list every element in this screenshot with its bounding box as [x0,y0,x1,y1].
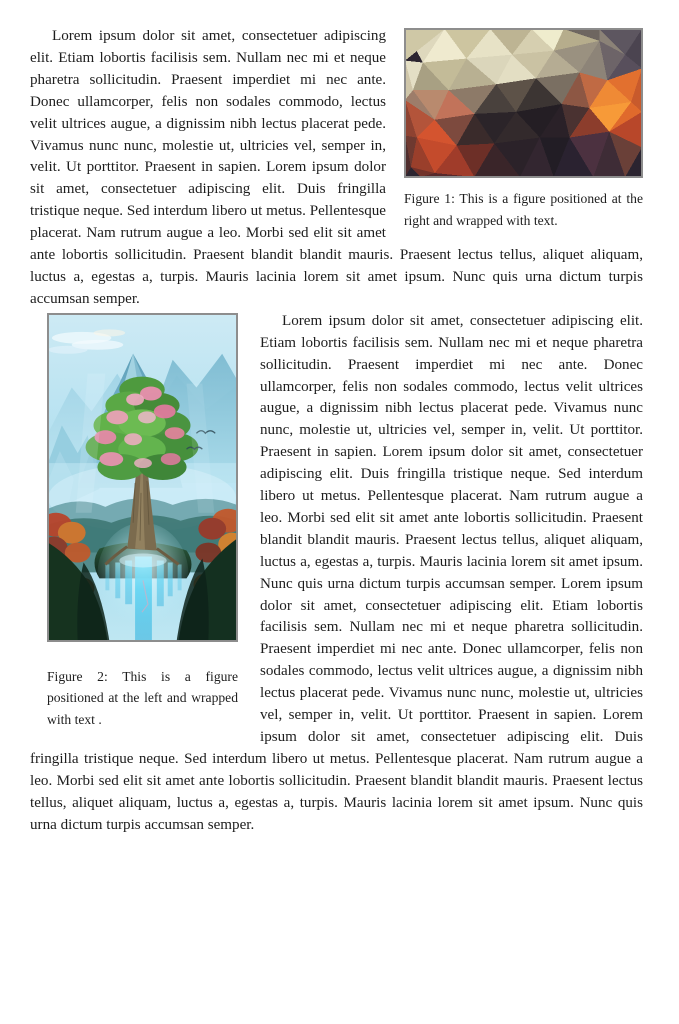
figure-1-caption: Figure 1: This is a figure positioned at the right and wrapped with text. [404,191,643,228]
figure-2 [47,313,238,731]
paragraph-2: Lorem ipsum dolor sit amet, consectetuer adipiscing elit. Etiam lobortis facilisis sem. Nullam nec mi et neque pharetra sollicitudin. Praesent imperdiet mi nec ante. Donec ullamcorper, felis non sodales commodo, lectus velit ultrices augue, a dignissim nibh lectus placerat pede. Vivamus nunc nunc, molestie ut, ultricies vel, semper in, velit. Ut porttitor. Praesent in sapien. Lorem ipsum dolor sit amet, consectetuer adipiscing elit. Duis fringilla tristique neque. Sed interdum libero ut metus. Pellentesque placerat. Nam rutrum augue a leo. Morbi sed elit sit amet ante lobortis sollicitudin. Praesent blandit blandit mauris. Praesent lectus tellus, aliquet aliquam, luctus a, egestas a, turpis. Mauris lacinia lorem sit amet ipsum. Nunc quis urna dictum turpis accumsan semper. Lorem ipsum dolor sit amet, consectetuer adipiscing elit. Etiam lobortis facilisis sem. Nullam nec mi et neque pharetra sollicitudin. Praesent imperdiet mi nec ante. Donec ullamcorper, felis non sodales commodo, lectus velit ultrices augue, a dignissim nibh lectus placerat pede. Vivamus nunc nunc, molestie ut, ultricies vel, semper in, velit. Ut porttitor. Praesent in sapien. Lorem ipsum dolor sit amet, consectetuer adipiscing elit. Duis fringilla tristique neque. Sed interdum libero ut metus. Pellentesque placerat. Nam rutrum augue a leo. Morbi sed elit sit amet ante lobortis sollicitudin. Praesent blandit blandit mauris. Praesent lectus tellus, aliquet aliquam, luctus a, egestas a, turpis. Mauris lacinia lorem sit amet ipsum. Nunc quis urna dictum turpis accumsan semper. [30,312,643,833]
paragraph-1: Lorem ipsum dolor sit amet, consectetuer adipiscing elit. Etiam lobortis facilisis sem. Nullam nec mi et neque pharetra sollicitudin. Praesent imperdiet mi nec ante. Donec ullamcorper, felis non sodales commodo, lectus velit ultrices augue, a dignissim nibh lectus placerat pede. Vivamus nunc nunc, molestie ut, ultricies vel, semper in, velit. Ut porttitor. Praesent in sapien. Lorem ipsum dolor sit amet, consectetuer adipiscing elit. Duis fringilla tristique neque. Sed interdum libero ut metus. Pellentesque placerat. Nam rutrum augue a leo. Morbi sed elit sit amet ante lobortis sollicitudin. Praesent blandit blandit mauris. Praesent lectus tellus, aliquet aliquam, luctus a, egestas a, turpis. Mauris lacinia lorem sit amet ipsum. Nunc quis urna dictum turpis accumsan semper. [30,28,643,307]
figure-2-image [47,313,238,642]
figure-2-caption: Figure 2: This is a figure positioned at the left and wrapped with text . [47,668,238,727]
figure-1 [404,28,643,231]
figure-1-image [404,28,643,178]
